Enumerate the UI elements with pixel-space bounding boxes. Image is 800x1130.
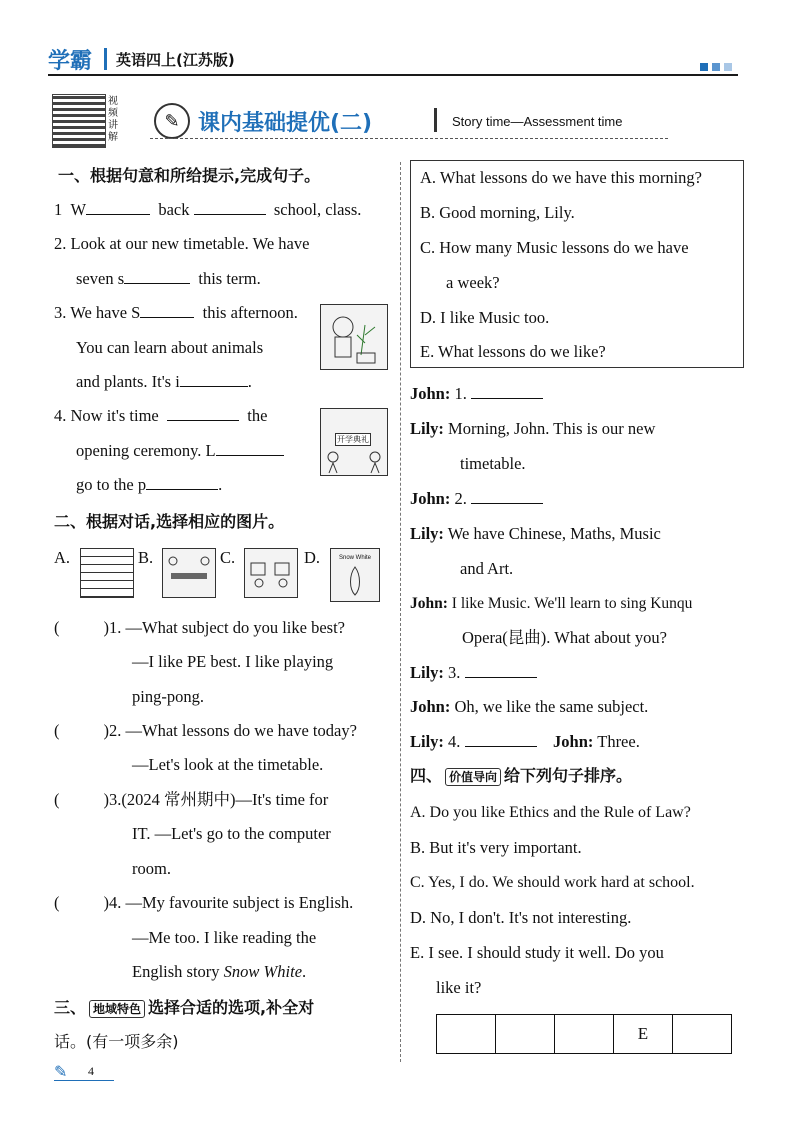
header — [48, 40, 748, 80]
column-divider — [400, 162, 401, 1062]
p4-sentence-b: B. But it's very important. — [410, 838, 582, 857]
banner-divider — [434, 108, 437, 132]
dialogue-line-2: Lily: Morning, John. This is our new — [410, 419, 656, 438]
q3-line3: and plants. It's i . — [76, 372, 252, 391]
order-box-2[interactable] — [496, 1015, 555, 1054]
option-b-label: B. — [138, 548, 154, 567]
banner-title: 课内基础提优(二) — [198, 111, 373, 136]
part3-heading-line2: 话。(有一项多余) — [54, 1032, 179, 1051]
option-d-book-picture — [330, 548, 380, 602]
p2-item2-line2: —Let's look at the timetable. — [132, 755, 324, 774]
book-title-text: Snow White — [339, 555, 372, 561]
q1-blank-2[interactable] — [194, 200, 266, 215]
p3-option-c-cont: a week? — [446, 273, 500, 292]
option-d-label: D. — [304, 548, 321, 567]
option-a-label: A. — [54, 548, 71, 567]
p2-item4-line2: —Me too. I like reading the — [132, 928, 317, 947]
q2-line1: 2. Look at our new timetable. We have — [54, 234, 310, 253]
q4-blank-3[interactable] — [146, 475, 218, 490]
dialogue-line-6: Lily: 3. — [410, 663, 537, 683]
part3-tag: 地域特色 — [89, 1000, 145, 1018]
section-banner — [150, 100, 670, 144]
part2-heading: 二、根据对话,选择相应的图片。 — [54, 512, 285, 531]
p2-item4-line1: ( )4. —My favourite subject is English. — [54, 893, 354, 912]
dialogue-blank-2[interactable] — [471, 489, 543, 504]
p3-option-e: E. What lessons do we like? — [420, 342, 606, 361]
part4-heading: 四、 价值导向 给下列句子排序。 — [410, 766, 633, 785]
p4-sentence-a: A. Do you like Ethics and the Rule of Law? — [410, 804, 691, 821]
option-a-timetable-picture — [80, 548, 134, 598]
p2-item1-line3: ping-pong. — [132, 687, 204, 706]
dialogue-blank-3[interactable] — [465, 663, 537, 678]
part4-tag: 价值导向 — [445, 768, 501, 786]
q4-blank-2[interactable] — [216, 441, 284, 456]
dialogue-line-4b: and Art. — [460, 559, 514, 578]
dialogue-line-7: John: Oh, we like the same subject. — [410, 697, 649, 716]
p3-option-c: C. How many Music lessons do we have — [420, 238, 689, 257]
dialogue-line-5: John: I like Music. We'll learn to sing Kunqu — [410, 595, 693, 612]
p4-sentence-e-cont: like it? — [436, 978, 482, 997]
option-b-pingpong-picture — [162, 548, 216, 598]
banner-subtitle: Story time—Assessment time — [452, 114, 623, 129]
q3-blank-2[interactable] — [180, 372, 248, 387]
header-rule — [48, 74, 738, 76]
dialogue-line-1: John: 1. — [410, 384, 543, 404]
p4-sentence-e: E. I see. I should study it well. Do you — [410, 943, 664, 962]
p3-option-a: A. What lessons do we have this morning? — [420, 168, 702, 187]
q4-line3: go to the p . — [76, 475, 223, 494]
option-c-label: C. — [220, 548, 236, 567]
banner-underline — [150, 138, 668, 139]
q1-blank-1[interactable] — [86, 200, 150, 215]
dialogue-line-8: Lily: 4. John: Three. — [410, 732, 640, 751]
ceremony-sign: 开学典礼 — [337, 435, 369, 444]
p2-item2-line1: ( )2. —What lessons do we have today? — [54, 721, 357, 740]
p2-item4-line3: English story Snow White. — [132, 962, 307, 981]
order-box-1[interactable] — [437, 1015, 496, 1054]
logo: 学霸 — [48, 49, 93, 74]
p2-item3-line2: IT. —Let's go to the computer — [132, 824, 331, 843]
order-box-5[interactable] — [673, 1015, 732, 1054]
q4-line1: 4. Now it's time the — [54, 406, 268, 425]
pencil-circle-icon: ✎ — [154, 103, 190, 139]
p2-item3-line3: room. — [132, 859, 171, 878]
q4-blank-1[interactable] — [167, 406, 239, 421]
q3-line2: You can learn about animals — [76, 338, 264, 357]
p4-sentence-d: D. No, I don't. It's not interesting. — [410, 908, 632, 927]
order-box-3[interactable] — [555, 1015, 614, 1054]
part1-heading: 一、根据句意和所给提示,完成句子。 — [58, 166, 321, 185]
q4-picture-ceremony — [320, 408, 388, 476]
order-answer-table — [436, 1014, 732, 1054]
q1: 1 W back school, class. — [54, 200, 362, 219]
part3-options-box — [410, 160, 744, 368]
option-c-computer-room-picture — [244, 548, 298, 598]
p2-item3-line1: ( )3.(2024 常州期中)—It's time for — [54, 790, 329, 809]
p3-option-b: B. Good morning, Lily. — [420, 203, 575, 222]
order-box-4[interactable]: E — [614, 1015, 673, 1054]
p4-sentence-c: C. Yes, I do. We should work hard at school. — [410, 874, 695, 891]
q3-picture-plants-cat — [320, 304, 388, 370]
page-number: 4 — [88, 1064, 94, 1078]
dialogue-line-2b: timetable. — [460, 454, 526, 473]
book-title: 英语四上(江苏版) — [116, 51, 235, 69]
qr-caption: 视频讲解 — [108, 96, 118, 143]
qr-code[interactable] — [52, 94, 106, 148]
q3-line1: 3. We have S this afternoon. — [54, 303, 298, 322]
footer-rule — [54, 1080, 114, 1081]
dialogue-blank-1[interactable] — [471, 384, 543, 399]
q4-line2: opening ceremony. L — [76, 441, 284, 461]
dialogue-line-5b: Opera(昆曲). What about you? — [462, 628, 667, 647]
q2-line2: seven s this term. — [76, 269, 261, 288]
dialogue-line-4: Lily: We have Chinese, Maths, Music — [410, 524, 661, 543]
logo-divider — [104, 48, 107, 70]
p2-item1-line2: —I like PE best. I like playing — [132, 652, 334, 671]
p2-item1-line1: ( )1. —What subject do you like best? — [54, 618, 345, 637]
q3-blank-1[interactable] — [140, 303, 194, 318]
dialogue-line-3: John: 2. — [410, 489, 543, 509]
dialogue-blank-4[interactable] — [465, 732, 537, 747]
q2-blank[interactable] — [124, 269, 190, 284]
part3-heading-line1: 三、 地域特色 选择合适的选项,补全对 — [54, 998, 315, 1017]
pencil-icon: ✎ — [54, 1064, 68, 1081]
p3-option-d: D. I like Music too. — [420, 308, 550, 327]
